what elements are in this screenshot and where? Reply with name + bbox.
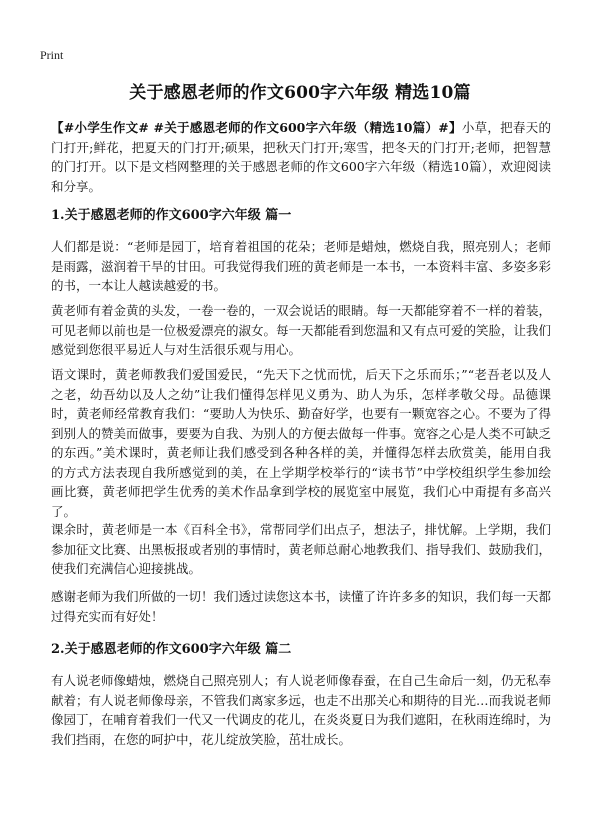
section-1-paragraph-4: 课余时，黄老师是一本《百科全书》，常帮同学们出点子，想法子，排忧解。上学期，我们参加征文比赛、出黑板报或者别的事情时，黄老师总耐心地教我们、指导我们、鼓励我们，使我们充满信心迎接挑战。 — [51, 522, 552, 576]
intro-text: 小草，把春天的门打开;鲜花，把夏天的门打开;硕果，把秋天门打开;寒雪，把冬天的门打开;老师，把智慧的门打开。以下是文档网整理的关于感恩老师的作文600字六年级（精选10篇），欢迎阅读和分享。 — [51, 120, 551, 194]
section-1-heading: 1.关于感恩老师的作文600字六年级 篇一 — [51, 208, 292, 223]
section-2-heading: 2.关于感恩老师的作文600字六年级 篇二 — [51, 642, 292, 657]
section-1-paragraph-1: 人们都是说：“老师是园丁，培育着祖国的花朵；老师是蜡烛，燃烧自我，照亮别人；老师是雨露，滋润着干旱的甘田。可我觉得我们班的黄老师是一本书，一本资料丰富、多姿多彩的书，一本让人越读越爱的书。 — [51, 239, 552, 293]
section-1-paragraph-5: 感谢老师为我们所做的一切！我们透过读您这本书，读懂了许许多多的知识，我们每一天都过得充实而有好处！ — [51, 589, 552, 624]
section-2-paragraph-1: 有人说老师像蜡烛，燃烧自己照亮别人；有人说老师像春蚕，在自己生命后一刻，仍无私奉献着；有人说老师像母亲，不管我们离家多远，也走不出那关心和期待的目光…而我说老师像园丁，在哺育着我们一代又一代调皮的花儿，在炎炎夏日为我们遮阳，在秋雨连绵时，为我们挡雨，在您的呵护中，花儿绽放笑脸，茁壮成长。 — [51, 673, 552, 747]
section-1-paragraph-3: 语文课时，黄老师教我们爱国爱民，“先天下之忧而忧，后天下之乐而乐；”“老吾老以及人之老，幼吾幼以及人之幼”让我们懂得怎样见义勇为、助人为乐，怎样孝敬父母。品德课时，黄老师经常教育我们：“要助人为快乐、勤奋好学，也要有一颗宽容之心。不要为了得到别人的赞美而做事，要要为自我、为别人的方便去做每一件事。宽容之心是人类不可缺乏的东西。”美术课时，黄老师让我们感受到各种各样的美，并懂得怎样去欣赏美，能用自我的方式方法表现自我所感觉到的美，在上学期学校举行的“读书节”中学校组织学生参加绘画比赛，黄老师把学生优秀的美术作品拿到学校的展览室中展览，我们心中甭提有多高兴了。 — [51, 367, 552, 519]
page-title: 关于感恩老师的作文600字六年级 精选10篇 — [129, 83, 471, 103]
intro-bold-tags: 【#小学生作文# #关于感恩老师的作文600字六年级（精选10篇）#】 — [51, 120, 462, 135]
print-label: Print — [40, 48, 64, 62]
section-1-paragraph-2: 黄老师有着金黄的头发，一卷一卷的，一双会说话的眼睛。每一天都能穿着不一样的着装，可见老师以前也是一位极爱漂亮的淑女。每一天都能看到您温和又有点可爱的笑脸，让我们感觉到您很平易近人与对生活很乐观与用心。 — [51, 303, 552, 357]
intro-paragraph — [51, 118, 551, 196]
